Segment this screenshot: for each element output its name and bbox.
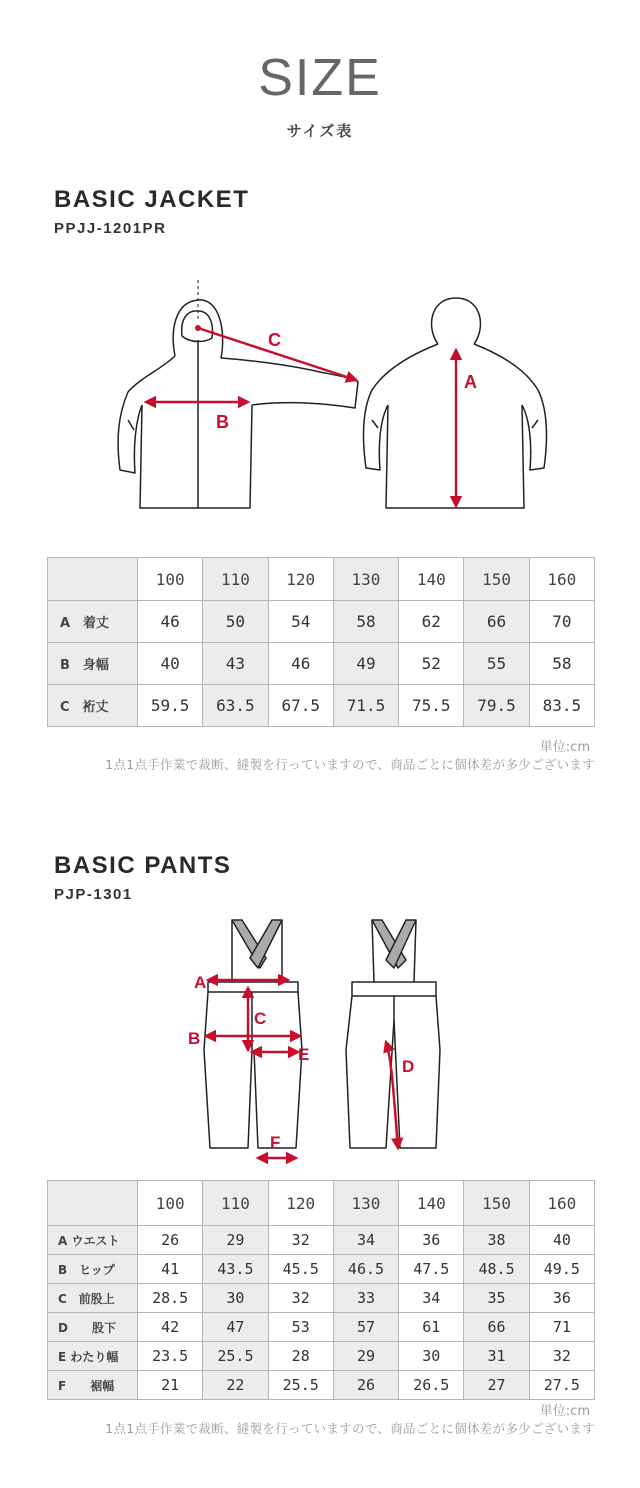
- row-label: B 身幅: [48, 643, 138, 685]
- table-cell: 53: [268, 1313, 333, 1342]
- table-cell: 46: [138, 601, 203, 643]
- pants-size-col: 100: [138, 1181, 203, 1226]
- pants-name: BASIC PANTS: [54, 852, 232, 879]
- pants-size-col: 150: [464, 1181, 529, 1226]
- table-cell: 47.5: [399, 1255, 464, 1284]
- table-cell: 47: [203, 1313, 268, 1342]
- table-cell: 49.5: [529, 1255, 594, 1284]
- table-cell: 40: [138, 643, 203, 685]
- jacket-diagram: [100, 280, 560, 520]
- table-row: [48, 1313, 595, 1342]
- table-row: [48, 1226, 595, 1255]
- table-cell: 79.5: [464, 685, 529, 727]
- table-cell: 27: [464, 1371, 529, 1400]
- jacket-size-col: 140: [399, 558, 464, 601]
- page-subtitle: サイズ表: [286, 122, 354, 140]
- pants-unit: 単位:cm: [539, 1404, 590, 1419]
- pants-note: 1点1点手作業で裁断、縫製を行っていますので、商品ごとに個体差が多少ございます: [105, 1421, 595, 1436]
- table-cell: 35: [464, 1284, 529, 1313]
- row-label: A 着丈: [48, 601, 138, 643]
- pants-size-col: 160: [529, 1181, 594, 1226]
- jacket-header-corner: [48, 558, 138, 601]
- table-cell: 59.5: [138, 685, 203, 727]
- table-cell: 29: [203, 1226, 268, 1255]
- table-cell: 32: [529, 1342, 594, 1371]
- pants-back-drawing: [346, 920, 440, 1148]
- pants-code: PJP-1301: [54, 886, 133, 903]
- table-cell: 71: [529, 1313, 594, 1342]
- table-cell: 55: [464, 643, 529, 685]
- table-cell: 71.5: [333, 685, 398, 727]
- table-cell: 25.5: [268, 1371, 333, 1400]
- table-cell: 67.5: [268, 685, 333, 727]
- row-label: F 裾幅: [48, 1371, 138, 1400]
- table-cell: 61: [399, 1313, 464, 1342]
- jacket-arrow-c-origin: [195, 325, 201, 331]
- pants-size-col: 110: [203, 1181, 268, 1226]
- table-cell: 50: [203, 601, 268, 643]
- pants-front-drawing: [204, 920, 302, 1148]
- jacket-size-col: 160: [529, 558, 594, 601]
- pants-label-d: D: [402, 1057, 415, 1076]
- table-cell: 26: [138, 1226, 203, 1255]
- jacket-label-a: A: [464, 372, 477, 392]
- table-cell: 34: [399, 1284, 464, 1313]
- table-cell: 32: [268, 1284, 333, 1313]
- pants-size-col: 140: [399, 1181, 464, 1226]
- jacket-size-col: 110: [203, 558, 268, 601]
- pants-label-c: C: [254, 1009, 267, 1028]
- pants-label-b: B: [188, 1029, 201, 1048]
- table-cell: 66: [464, 601, 529, 643]
- page-title: SIZE: [258, 49, 382, 107]
- table-cell: 30: [399, 1342, 464, 1371]
- table-cell: 21: [138, 1371, 203, 1400]
- table-cell: 58: [529, 643, 594, 685]
- table-cell: 41: [138, 1255, 203, 1284]
- jacket-code: PPJJ-1201PR: [54, 220, 167, 237]
- row-label: D 股下: [48, 1313, 138, 1342]
- table-row: [48, 1255, 595, 1284]
- pants-size-header-row: [48, 1181, 595, 1226]
- table-cell: 27.5: [529, 1371, 594, 1400]
- table-cell: 32: [268, 1226, 333, 1255]
- table-cell: 83.5: [529, 685, 594, 727]
- table-cell: 49: [333, 643, 398, 685]
- jacket-size-col: 130: [333, 558, 398, 601]
- table-cell: 26.5: [399, 1371, 464, 1400]
- jacket-front-drawing: [118, 300, 358, 508]
- pants-size-table: [47, 1180, 595, 1400]
- table-row: [48, 1342, 595, 1371]
- table-cell: 45.5: [268, 1255, 333, 1284]
- table-row: [48, 685, 595, 727]
- table-cell: 31: [464, 1342, 529, 1371]
- row-label: B ヒップ: [48, 1255, 138, 1284]
- row-label: A ウエスト: [48, 1226, 138, 1255]
- table-cell: 42: [138, 1313, 203, 1342]
- table-cell: 28.5: [138, 1284, 203, 1313]
- table-cell: 28: [268, 1342, 333, 1371]
- pants-diagram: [180, 910, 460, 1170]
- table-cell: 54: [268, 601, 333, 643]
- table-cell: 23.5: [138, 1342, 203, 1371]
- table-cell: 43: [203, 643, 268, 685]
- pants-header-corner: [48, 1181, 138, 1226]
- table-cell: 70: [529, 601, 594, 643]
- pants-size-col: 130: [333, 1181, 398, 1226]
- table-cell: 62: [399, 601, 464, 643]
- pants-size-col: 120: [268, 1181, 333, 1226]
- pants-label-a: A: [194, 973, 207, 992]
- table-cell: 40: [529, 1226, 594, 1255]
- row-label: C 裄丈: [48, 685, 138, 727]
- table-row: [48, 1371, 595, 1400]
- table-cell: 36: [529, 1284, 594, 1313]
- jacket-size-table: [47, 557, 595, 727]
- jacket-name: BASIC JACKET: [54, 186, 250, 213]
- table-row: [48, 1284, 595, 1313]
- table-cell: 58: [333, 601, 398, 643]
- table-cell: 48.5: [464, 1255, 529, 1284]
- jacket-size-header-row: [48, 558, 595, 601]
- table-cell: 38: [464, 1226, 529, 1255]
- pants-label-f: F: [270, 1133, 281, 1152]
- jacket-label-c: C: [268, 330, 281, 350]
- table-row: [48, 601, 595, 643]
- table-cell: 36: [399, 1226, 464, 1255]
- table-cell: 29: [333, 1342, 398, 1371]
- table-cell: 57: [333, 1313, 398, 1342]
- table-cell: 46: [268, 643, 333, 685]
- jacket-size-col: 150: [464, 558, 529, 601]
- table-cell: 63.5: [203, 685, 268, 727]
- jacket-note: 1点1点手作業で裁断、縫製を行っていますので、商品ごとに個体差が多少ございます: [105, 757, 595, 772]
- table-cell: 22: [203, 1371, 268, 1400]
- table-row: [48, 643, 595, 685]
- table-cell: 46.5: [333, 1255, 398, 1284]
- table-cell: 30: [203, 1284, 268, 1313]
- table-cell: 25.5: [203, 1342, 268, 1371]
- row-label: C 前股上: [48, 1284, 138, 1313]
- table-cell: 26: [333, 1371, 398, 1400]
- jacket-size-col: 100: [138, 558, 203, 601]
- jacket-unit: 単位:cm: [539, 740, 590, 755]
- table-cell: 33: [333, 1284, 398, 1313]
- table-cell: 75.5: [399, 685, 464, 727]
- table-cell: 52: [399, 643, 464, 685]
- table-cell: 66: [464, 1313, 529, 1342]
- row-label: E わたり幅: [48, 1342, 138, 1371]
- jacket-size-col: 120: [268, 558, 333, 601]
- jacket-label-b: B: [216, 412, 229, 432]
- pants-label-e: E: [298, 1045, 310, 1064]
- table-cell: 43.5: [203, 1255, 268, 1284]
- table-cell: 34: [333, 1226, 398, 1255]
